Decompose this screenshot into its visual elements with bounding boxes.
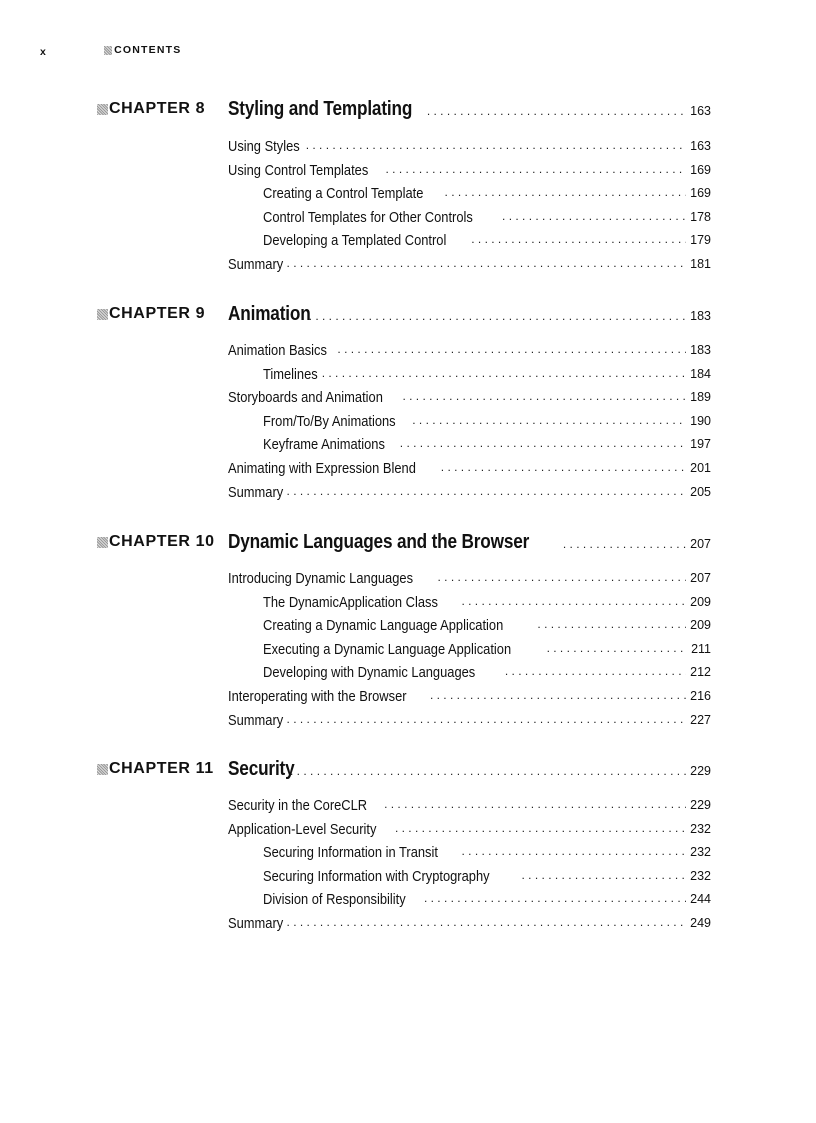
entry-page-number: 209	[690, 595, 711, 609]
dot-leader	[400, 436, 686, 450]
chapter-heading[interactable]	[0, 302, 816, 326]
chapter-heading[interactable]	[0, 530, 816, 554]
entry-page-number: 169	[690, 163, 711, 177]
toc-subentry[interactable]	[263, 229, 711, 249]
dot-leader	[461, 594, 686, 608]
entry-page-number: 244	[690, 892, 711, 906]
dot-leader	[441, 460, 686, 474]
chapter-title: Dynamic Languages and the Browser	[228, 531, 530, 553]
dot-leader	[395, 821, 686, 835]
entry-page-number: 205	[690, 485, 711, 499]
toc-entry[interactable]	[228, 567, 711, 587]
entry-page-number: 212	[690, 665, 711, 679]
toc-entry[interactable]	[228, 386, 711, 406]
dot-leader	[522, 868, 687, 882]
entry-page-number: 181	[690, 257, 711, 271]
entry-title: Timelines	[263, 366, 318, 383]
entry-page-number: 169	[690, 186, 711, 200]
entry-page-number: 190	[690, 414, 711, 428]
entry-page-number: 178	[690, 210, 711, 224]
toc-subentry[interactable]	[263, 614, 711, 634]
dot-leader	[290, 764, 686, 778]
toc-entry[interactable]	[228, 457, 711, 477]
entry-page-number: 184	[690, 367, 711, 381]
entry-page-number: 227	[690, 713, 711, 727]
chapter-page-number: 229	[690, 764, 711, 778]
toc-subentry[interactable]	[263, 410, 711, 430]
entry-title: Control Templates for Other Controls	[263, 209, 473, 226]
dot-leader	[287, 915, 687, 929]
chapter-label	[97, 760, 214, 778]
entry-title: Creating a Dynamic Language Application	[263, 617, 504, 634]
dot-leader	[563, 537, 686, 551]
chapter-title: Security	[228, 758, 295, 780]
dot-leader	[505, 664, 686, 678]
dot-leader	[384, 797, 686, 811]
toc-subentry[interactable]	[263, 888, 711, 908]
dot-leader	[309, 309, 686, 323]
dot-leader	[424, 891, 686, 905]
chapter-title: Animation	[228, 303, 311, 325]
chapter-title-row	[228, 97, 711, 121]
toc-subentry[interactable]	[263, 865, 711, 885]
grey-block-icon	[104, 46, 112, 55]
running-title-text: CONTENTS	[114, 44, 182, 56]
toc-entry[interactable]	[228, 685, 711, 705]
toc-entry[interactable]	[228, 818, 711, 838]
entry-page-number: 229	[690, 798, 711, 812]
entry-title: Application-Level Security	[228, 821, 377, 838]
entry-page-number: 189	[690, 390, 711, 404]
entry-title: Summary	[228, 915, 284, 932]
toc-subentry[interactable]	[263, 433, 711, 453]
chapter-title-row	[228, 757, 711, 781]
entry-title: Developing a Templated Control	[263, 232, 447, 249]
entry-page-number: 163	[690, 139, 711, 153]
chapter-label-text: CHAPTER 8	[109, 100, 206, 117]
dot-leader	[430, 688, 686, 702]
running-header	[40, 44, 181, 58]
toc-entry[interactable]	[228, 481, 711, 501]
entry-page-number: 232	[690, 845, 711, 859]
toc-entry[interactable]	[228, 253, 711, 273]
entry-title: Summary	[228, 712, 284, 729]
dot-leader	[471, 232, 686, 246]
grey-block-icon	[97, 537, 108, 548]
entry-title: Securing Information with Cryptography	[263, 868, 490, 885]
chapter-page-number: 207	[690, 537, 711, 551]
entry-page-number: 232	[690, 822, 711, 836]
chapter-label	[97, 533, 215, 551]
entry-title: Developing with Dynamic Languages	[263, 664, 476, 681]
chapter-heading[interactable]	[0, 97, 816, 121]
entry-title: Storyboards and Animation	[228, 389, 383, 406]
entry-title: Security in the CoreCLR	[228, 797, 368, 814]
chapter-title-row	[228, 302, 711, 326]
chapter-label	[97, 100, 205, 118]
entry-title: Creating a Control Template	[263, 185, 424, 202]
toc-entry[interactable]	[228, 135, 711, 155]
chapter-label-text: CHAPTER 9	[109, 305, 206, 322]
entry-title: The DynamicApplication Class	[263, 594, 438, 611]
chapter-heading[interactable]	[0, 757, 816, 781]
entry-title: From/To/By Animations	[263, 413, 396, 430]
entry-title: Using Styles	[228, 138, 300, 155]
entry-page-number: 183	[690, 343, 711, 357]
toc-subentry[interactable]	[263, 182, 711, 202]
chapter-title: Styling and Templating	[228, 98, 413, 120]
dot-leader	[437, 570, 686, 584]
entry-page-number: 197	[690, 437, 711, 451]
entry-title: Animation Basics	[228, 342, 327, 359]
grey-block-icon	[97, 764, 108, 775]
chapter-label	[97, 305, 205, 323]
entry-page-number: 211	[691, 642, 711, 656]
chapter-label-text: CHAPTER 10	[109, 533, 215, 550]
dot-leader	[445, 185, 687, 199]
toc-entry[interactable]	[228, 794, 711, 814]
entry-page-number: 207	[690, 571, 711, 585]
toc-subentry[interactable]	[263, 206, 711, 226]
dot-leader	[287, 712, 687, 726]
entry-title: Keyframe Animations	[263, 436, 385, 453]
dot-leader	[337, 342, 686, 356]
grey-block-icon	[97, 309, 108, 320]
dot-leader	[287, 256, 687, 270]
dot-leader	[427, 104, 686, 118]
toc-subentry[interactable]	[263, 638, 711, 658]
toc-subentry[interactable]	[263, 661, 711, 681]
toc-entry[interactable]	[228, 339, 711, 359]
dot-leader	[537, 617, 686, 631]
toc-subentry[interactable]	[263, 363, 711, 383]
entry-page-number: 209	[690, 618, 711, 632]
toc-subentry[interactable]	[263, 841, 711, 861]
chapter-page-number: 183	[690, 309, 711, 323]
toc-entry[interactable]	[228, 159, 711, 179]
entry-title: Division of Responsibility	[263, 891, 406, 908]
dot-leader	[385, 162, 686, 176]
toc-entry[interactable]	[228, 912, 711, 932]
dot-leader	[547, 641, 687, 655]
entry-title: Animating with Expression Blend	[228, 460, 416, 477]
entry-title: Using Control Templates	[228, 162, 369, 179]
toc-entry[interactable]	[228, 709, 711, 729]
entry-title: Executing a Dynamic Language Application	[263, 641, 512, 658]
chapter-page-number: 163	[690, 104, 711, 118]
chapter-title-row	[228, 530, 711, 554]
grey-block-icon	[97, 104, 108, 115]
dot-leader	[461, 844, 686, 858]
dot-leader	[402, 389, 686, 403]
dot-leader	[412, 413, 686, 427]
entry-title: Summary	[228, 256, 284, 273]
entry-page-number: 232	[690, 869, 711, 883]
entry-title: Summary	[228, 484, 284, 501]
dot-leader	[287, 484, 687, 498]
toc-subentry[interactable]	[263, 591, 711, 611]
entry-page-number: 216	[690, 689, 711, 703]
entry-title: Interoperating with the Browser	[228, 688, 407, 705]
dot-leader	[502, 209, 686, 223]
entry-title: Securing Information in Transit	[263, 844, 438, 861]
running-title	[104, 44, 181, 56]
entry-page-number: 179	[690, 233, 711, 247]
dot-leader	[306, 138, 686, 152]
entry-page-number: 249	[690, 916, 711, 930]
chapter-label-text: CHAPTER 11	[109, 760, 214, 777]
entry-title: Introducing Dynamic Languages	[228, 570, 414, 587]
entry-page-number: 201	[690, 461, 711, 475]
page-folio: x	[40, 45, 48, 58]
dot-leader	[322, 366, 686, 380]
